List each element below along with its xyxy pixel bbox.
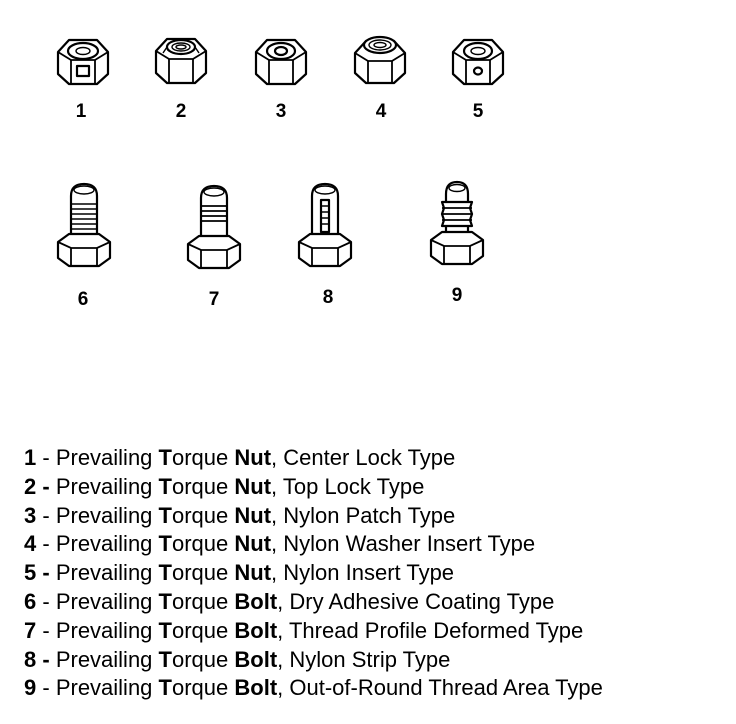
bolt-6-dry-adhesive-drawing bbox=[58, 184, 110, 266]
legend-item-3 bbox=[24, 502, 603, 531]
legend-separator: - bbox=[36, 560, 56, 586]
legend-fastener: Nut bbox=[234, 502, 272, 528]
nut-2-number: 2 bbox=[175, 101, 187, 122]
legend-fastener: Nut bbox=[234, 473, 272, 499]
legend-text: , Thread Profile Deformed Type bbox=[277, 617, 584, 643]
legend-text: T bbox=[158, 560, 172, 586]
nut-1-center-lock-drawing bbox=[58, 40, 108, 84]
legend-text: T bbox=[158, 473, 172, 499]
legend-text: Prevailing bbox=[55, 473, 159, 499]
legend-text: Prevailing bbox=[55, 531, 159, 557]
legend-text: orque bbox=[171, 675, 235, 701]
legend-text: orque bbox=[171, 560, 235, 586]
legend-separator: - bbox=[36, 445, 56, 470]
bolt-7-thread-profile-drawing bbox=[188, 186, 240, 268]
legend-text: orque bbox=[171, 646, 235, 672]
legend-text: orque bbox=[171, 473, 235, 499]
legend-text: orque bbox=[171, 445, 235, 470]
legend-separator: - bbox=[36, 531, 56, 557]
fastener-figure bbox=[0, 0, 736, 330]
legend-number: 2 bbox=[24, 473, 37, 499]
legend-item-5 bbox=[24, 559, 603, 588]
bolt-9-number: 9 bbox=[451, 285, 463, 306]
legend-item-9 bbox=[24, 674, 603, 703]
legend-separator: - bbox=[36, 473, 56, 499]
legend-text: orque bbox=[171, 531, 235, 557]
legend-number: 3 bbox=[24, 502, 37, 528]
legend-text: Prevailing bbox=[55, 560, 159, 586]
legend-text: , Top Lock Type bbox=[271, 473, 425, 499]
legend-text: T bbox=[158, 617, 172, 643]
legend-text: orque bbox=[171, 502, 235, 528]
legend-text: , Nylon Washer Insert Type bbox=[271, 531, 536, 557]
legend-item-2 bbox=[24, 473, 603, 502]
legend-text: , Nylon Insert Type bbox=[271, 560, 455, 586]
legend-number: 5 bbox=[24, 560, 37, 586]
bolt-9-out-of-round-drawing bbox=[431, 182, 483, 264]
legend-separator: - bbox=[36, 502, 56, 528]
bolt-6-number: 6 bbox=[77, 289, 89, 310]
nut-2-top-lock-drawing bbox=[156, 39, 206, 83]
legend-list bbox=[24, 444, 603, 703]
nut-4-nylon-washer-insert-drawing bbox=[355, 37, 405, 83]
legend-fastener: Bolt bbox=[234, 646, 278, 672]
bolt-7-number: 7 bbox=[208, 289, 220, 310]
fastener-drawings bbox=[0, 0, 736, 330]
legend-text: T bbox=[158, 675, 172, 701]
legend-number: 7 bbox=[24, 617, 37, 643]
legend-separator: - bbox=[36, 588, 56, 614]
legend-text: T bbox=[158, 445, 172, 470]
legend-fastener: Bolt bbox=[234, 588, 278, 614]
legend-text: T bbox=[158, 588, 172, 614]
legend-separator: - bbox=[36, 675, 56, 701]
legend-text: Prevailing bbox=[55, 646, 159, 672]
legend-item-8 bbox=[24, 646, 603, 675]
legend-text: Prevailing bbox=[55, 502, 159, 528]
legend-text: T bbox=[158, 646, 172, 672]
legend-text: Prevailing bbox=[55, 445, 159, 470]
nut-5-number: 5 bbox=[472, 101, 484, 122]
legend-text: , Dry Adhesive Coating Type bbox=[277, 588, 555, 614]
legend-number: 9 bbox=[24, 675, 37, 701]
nut-3-number: 3 bbox=[275, 101, 287, 122]
nut-3-nylon-patch-drawing bbox=[256, 40, 306, 84]
legend-item-7 bbox=[24, 617, 603, 646]
legend-item-1 bbox=[24, 444, 603, 473]
legend-separator: - bbox=[36, 646, 56, 672]
legend-number: 1 bbox=[24, 445, 37, 470]
legend-number: 6 bbox=[24, 588, 37, 614]
nut-5-nylon-insert-drawing bbox=[453, 40, 503, 84]
legend-fastener: Bolt bbox=[234, 617, 278, 643]
bolt-8-nylon-strip-drawing bbox=[299, 184, 351, 266]
legend-number: 4 bbox=[24, 531, 37, 557]
legend-text: orque bbox=[171, 617, 235, 643]
nut-4-number: 4 bbox=[375, 101, 387, 122]
legend-text: , Nylon Strip Type bbox=[277, 646, 451, 672]
legend-text: , Nylon Patch Type bbox=[271, 502, 456, 528]
legend-fastener: Nut bbox=[234, 445, 272, 470]
legend-text: Prevailing bbox=[55, 588, 159, 614]
legend-separator: - bbox=[36, 617, 56, 643]
legend-item-6 bbox=[24, 588, 603, 617]
legend-text: Prevailing bbox=[55, 675, 159, 701]
legend-item-4 bbox=[24, 530, 603, 559]
legend-fastener: Nut bbox=[234, 560, 272, 586]
legend-text: orque bbox=[171, 588, 235, 614]
legend-number: 8 bbox=[24, 646, 37, 672]
legend-text: , Out-of-Round Thread Area Type bbox=[277, 675, 603, 701]
legend-fastener: Bolt bbox=[234, 675, 278, 701]
legend-text: T bbox=[158, 531, 172, 557]
legend-text: , Center Lock Type bbox=[271, 445, 456, 470]
legend-fastener: Nut bbox=[234, 531, 272, 557]
bolt-8-number: 8 bbox=[322, 287, 334, 308]
nut-1-number: 1 bbox=[75, 101, 87, 122]
legend-text: T bbox=[158, 502, 172, 528]
legend-text: Prevailing bbox=[55, 617, 159, 643]
